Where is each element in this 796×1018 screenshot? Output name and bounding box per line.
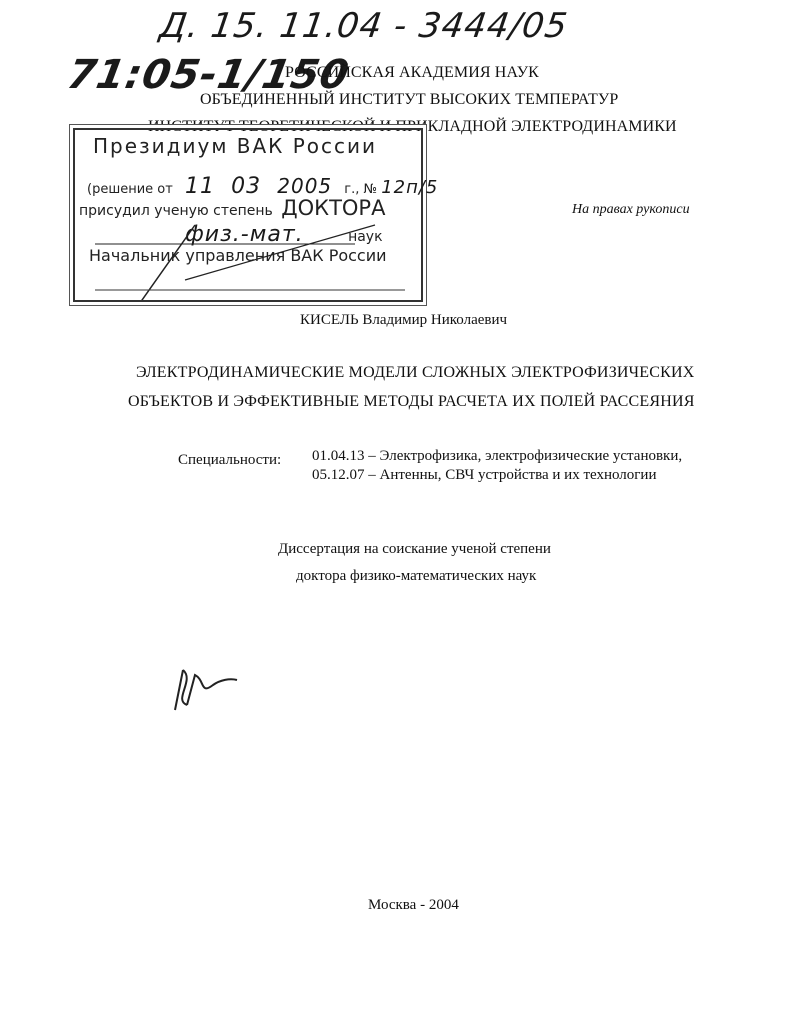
stamp-decision-month: 03 [231, 174, 262, 199]
academy-name: РОССИЙСКАЯ АКАДЕМИЯ НАУК [285, 64, 539, 81]
handwritten-signature [165, 660, 245, 720]
specialties-label: Специальности: [178, 452, 282, 468]
stamp-field-suffix: наук [348, 229, 383, 245]
degree-statement-line-1: Диссертация на соискание ученой степени [278, 541, 551, 557]
stamp-decision-year-suffix: г., № [344, 182, 378, 197]
stamp-chief: Начальник управления ВАК России [89, 246, 387, 265]
place-year: Москва - 2004 [368, 897, 459, 913]
thesis-title-line-1: ЭЛЕКТРОДИНАМИЧЕСКИЕ МОДЕЛИ СЛОЖНЫХ ЭЛЕКТРОФИЗИЧЕСКИХ [136, 364, 695, 381]
stamp-field-handwritten: физ.-мат. [185, 222, 304, 247]
degree-statement-line-2: доктора физико-математических наук [296, 568, 537, 584]
stamp-signature-stroke [135, 225, 195, 300]
institute-name: ОБЪЕДИНЕННЫЙ ИНСТИТУТ ВЫСОКИХ ТЕМПЕРАТУР [200, 91, 619, 108]
stamp-signature-mark [75, 130, 421, 300]
stamp-decision-day: 11 [184, 174, 215, 199]
author-name: КИСЕЛЬ Владимир Николаевич [300, 312, 508, 328]
stamp-degree: ДОКТОРА [281, 196, 386, 220]
vak-stamp [73, 128, 439, 302]
stamp-decision-year: 2005 [277, 174, 333, 198]
specialty-item: 01.04.13 – Электрофизика, электрофизические установки, [312, 448, 683, 464]
handwritten-registry-code: Д. 15. 11.04 - 3444/05 [157, 6, 571, 46]
sub-institute-name: ИНСТИТУТ ТЕОРЕТИЧЕСКОЙ И ПРИКЛАДНОЙ ЭЛЕКТРОДИНАМИКИ [148, 118, 677, 135]
stamp-title: Президиум ВАК России [93, 134, 378, 158]
stamp-decision-number: 12п/5 [381, 177, 439, 198]
thesis-title-line-2: ОБЪЕКТОВ И ЭФФЕКТИВНЫЕ МЕТОДЫ РАСЧЕТА ИХ ПОЛЕЙ РАССЕЯНИЯ [128, 393, 695, 410]
specialty-item: 05.12.07 – Антенны, СВЧ устройства и их технологии [312, 467, 657, 483]
handwritten-catalog-code: 71:05-1/150 [63, 52, 353, 98]
stamp-decision-prefix: (решение от [87, 182, 173, 197]
stamp-awarded-text: присудил ученую степень [79, 203, 273, 219]
rights-note: На правах рукописи [572, 202, 690, 217]
stamp-signature-stroke-2 [185, 225, 375, 280]
